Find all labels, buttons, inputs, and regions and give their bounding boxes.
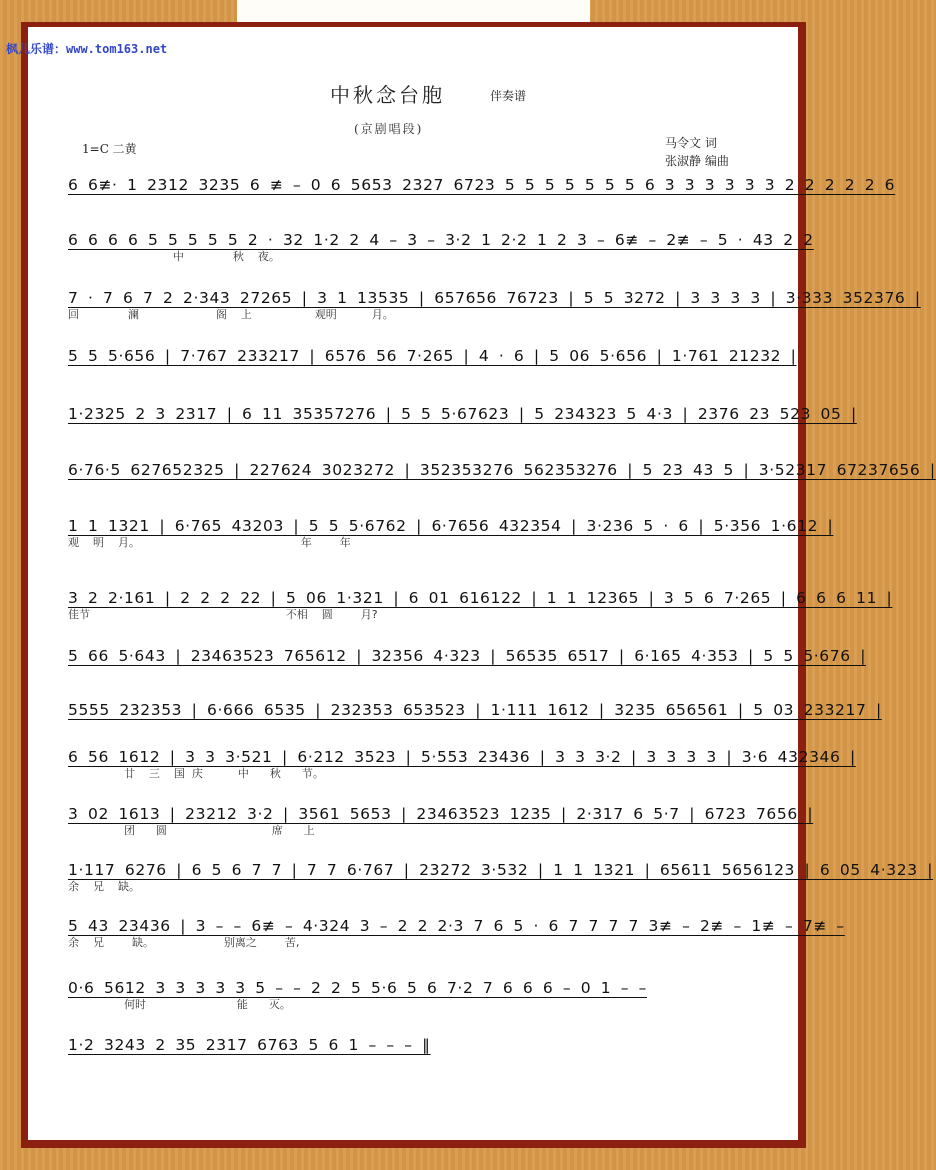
lyricist-credit: 马令文 词 <box>665 136 717 150</box>
notation-line: 5 66 5·643 | 23463523 765612 | 32356 4·323 | 56535 6517 | 6·165 4·353 | 5 5 5·676 | <box>68 647 867 665</box>
lyric-line: 观 明 月。 年 年 <box>68 536 351 549</box>
notation-line: 5 5 5·656 | 7·767 233217 | 6576 56 7·265 | 4 · 6 | 5 06 5·656 | 1·761 21232 | <box>68 347 797 365</box>
notation-line: 6 56 1612 | 3 3 3·521 | 6·212 3523 | 5·553 23436 | 3 3 3·2 | 3 3 3 3 | 3·6 432346 | <box>68 748 856 766</box>
song-title: 中秋念台胞 <box>330 83 445 107</box>
lyric-line: 余 兄 缺。 别离之 苦, <box>68 936 300 949</box>
notation-line: 1·2 3243 2 35 2317 6763 5 6 1 – – – ‖ <box>68 1036 431 1054</box>
genre-label: (京剧唱段) <box>354 122 424 136</box>
notation-line: 6 6 6 6 5 5 5 5 5 2 · 32 1·2 2 4 – 3 – 3·2 1 2·2 1 2 3 – 6≢ – 2≢ – 5 · 43 2 2 <box>68 231 814 249</box>
notation-line: 6·76·5 627652325 | 227624 3023272 | 352353276 562353276 | 5 23 43 5 | 3·52317 67237656 | <box>68 461 936 479</box>
top-tab <box>237 0 590 22</box>
notation-line: 3 02 1613 | 23212 3·2 | 3561 5653 | 23463523 1235 | 2·317 6 5·7 | 6723 7656 | <box>68 805 814 823</box>
score-row <box>68 404 857 424</box>
notation-line: 1·2325 2 3 2317 | 6 11 35357276 | 5 5 5·67623 | 5 234323 5 4·3 | 2376 23 523 05 | <box>68 405 857 423</box>
lyric-line: 团 圆 席 上 <box>68 824 315 837</box>
score-row <box>68 288 921 322</box>
score-row <box>68 747 856 781</box>
score-row <box>68 646 867 666</box>
score-row <box>68 175 896 195</box>
notation-line: 3 2 2·161 | 2 2 2 22 | 5 06 1·321 | 6 01 616122 | 1 1 12365 | 3 5 6 7·265 | 6 6 6 11 | <box>68 589 893 607</box>
score-row <box>68 916 845 950</box>
score-row <box>68 460 936 480</box>
score-row <box>68 346 797 366</box>
score-row <box>68 978 758 1012</box>
lyric-line: 佳节 不相 圆 月? <box>68 608 378 621</box>
lyric-line: 何时 能 灭。 <box>68 998 291 1011</box>
score-row <box>68 804 814 838</box>
composer-credit: 张淑静 编曲 <box>665 154 729 168</box>
song-subtitle: 伴奏谱 <box>490 89 527 103</box>
score-row <box>68 516 834 550</box>
score-row <box>68 230 814 264</box>
notation-line: 5 43 23436 | 3 – – 6≢ – 4·324 3 – 2 2 2·3 7 6 5 · 6 7 7 7 7 3≢ – 2≢ – 1≢ – 7≢ – <box>68 917 845 935</box>
score-row <box>68 588 893 622</box>
lyric-line: 回 澜 阁 上 观明 月。 <box>68 308 394 321</box>
notation-line: 1 1 1321 | 6·765 43203 | 5 5 5·6762 | 6·7656 432354 | 3·236 5 · 6 | 5·356 1·612 | <box>68 517 834 535</box>
notation-line: 0·6 5612 3 3 3 3 3 5 – – 2 2 5 5·6 5 6 7·2 7 6 6 6 – 0 1 – – <box>68 979 647 997</box>
score-row <box>68 1035 758 1055</box>
notation-line: 6 6≢· 1 2312 3235 6 ≢ – 0 6 5653 2327 6723 5 5 5 5 5 5 5 6 3 3 3 3 3 3 2 2 2 2 2 6 <box>68 176 896 194</box>
lyric-line: 廿 三 国 庆 中 秋 节。 <box>68 767 324 780</box>
lyric-line: 中 秋 夜。 <box>68 250 280 263</box>
lyric-line: 余 兄 缺。 <box>68 880 140 893</box>
key-signature: 1=C 二黄 <box>82 142 137 156</box>
notation-line: 1·117 6276 | 6 5 6 7 7 | 7 7 6·767 | 23272 3·532 | 1 1 1321 | 65611 5656123 | 6 05 4·323 | <box>68 861 934 879</box>
notation-line: 5555 232353 | 6·666 6535 | 232353 653523 | 1·111 1612 | 3235 656561 | 5 03 233217 | <box>68 701 882 719</box>
score-row <box>68 700 882 720</box>
site-watermark[interactable]: 枫儿乐谱：www.tom163.net <box>6 42 168 56</box>
score-row <box>68 860 934 894</box>
notation-line: 7 · 7 6 7 2 2·343 27265 | 3 1 13535 | 657656 76723 | 5 5 3272 | 3 3 3 3 | 3·333 352376 | <box>68 289 921 307</box>
